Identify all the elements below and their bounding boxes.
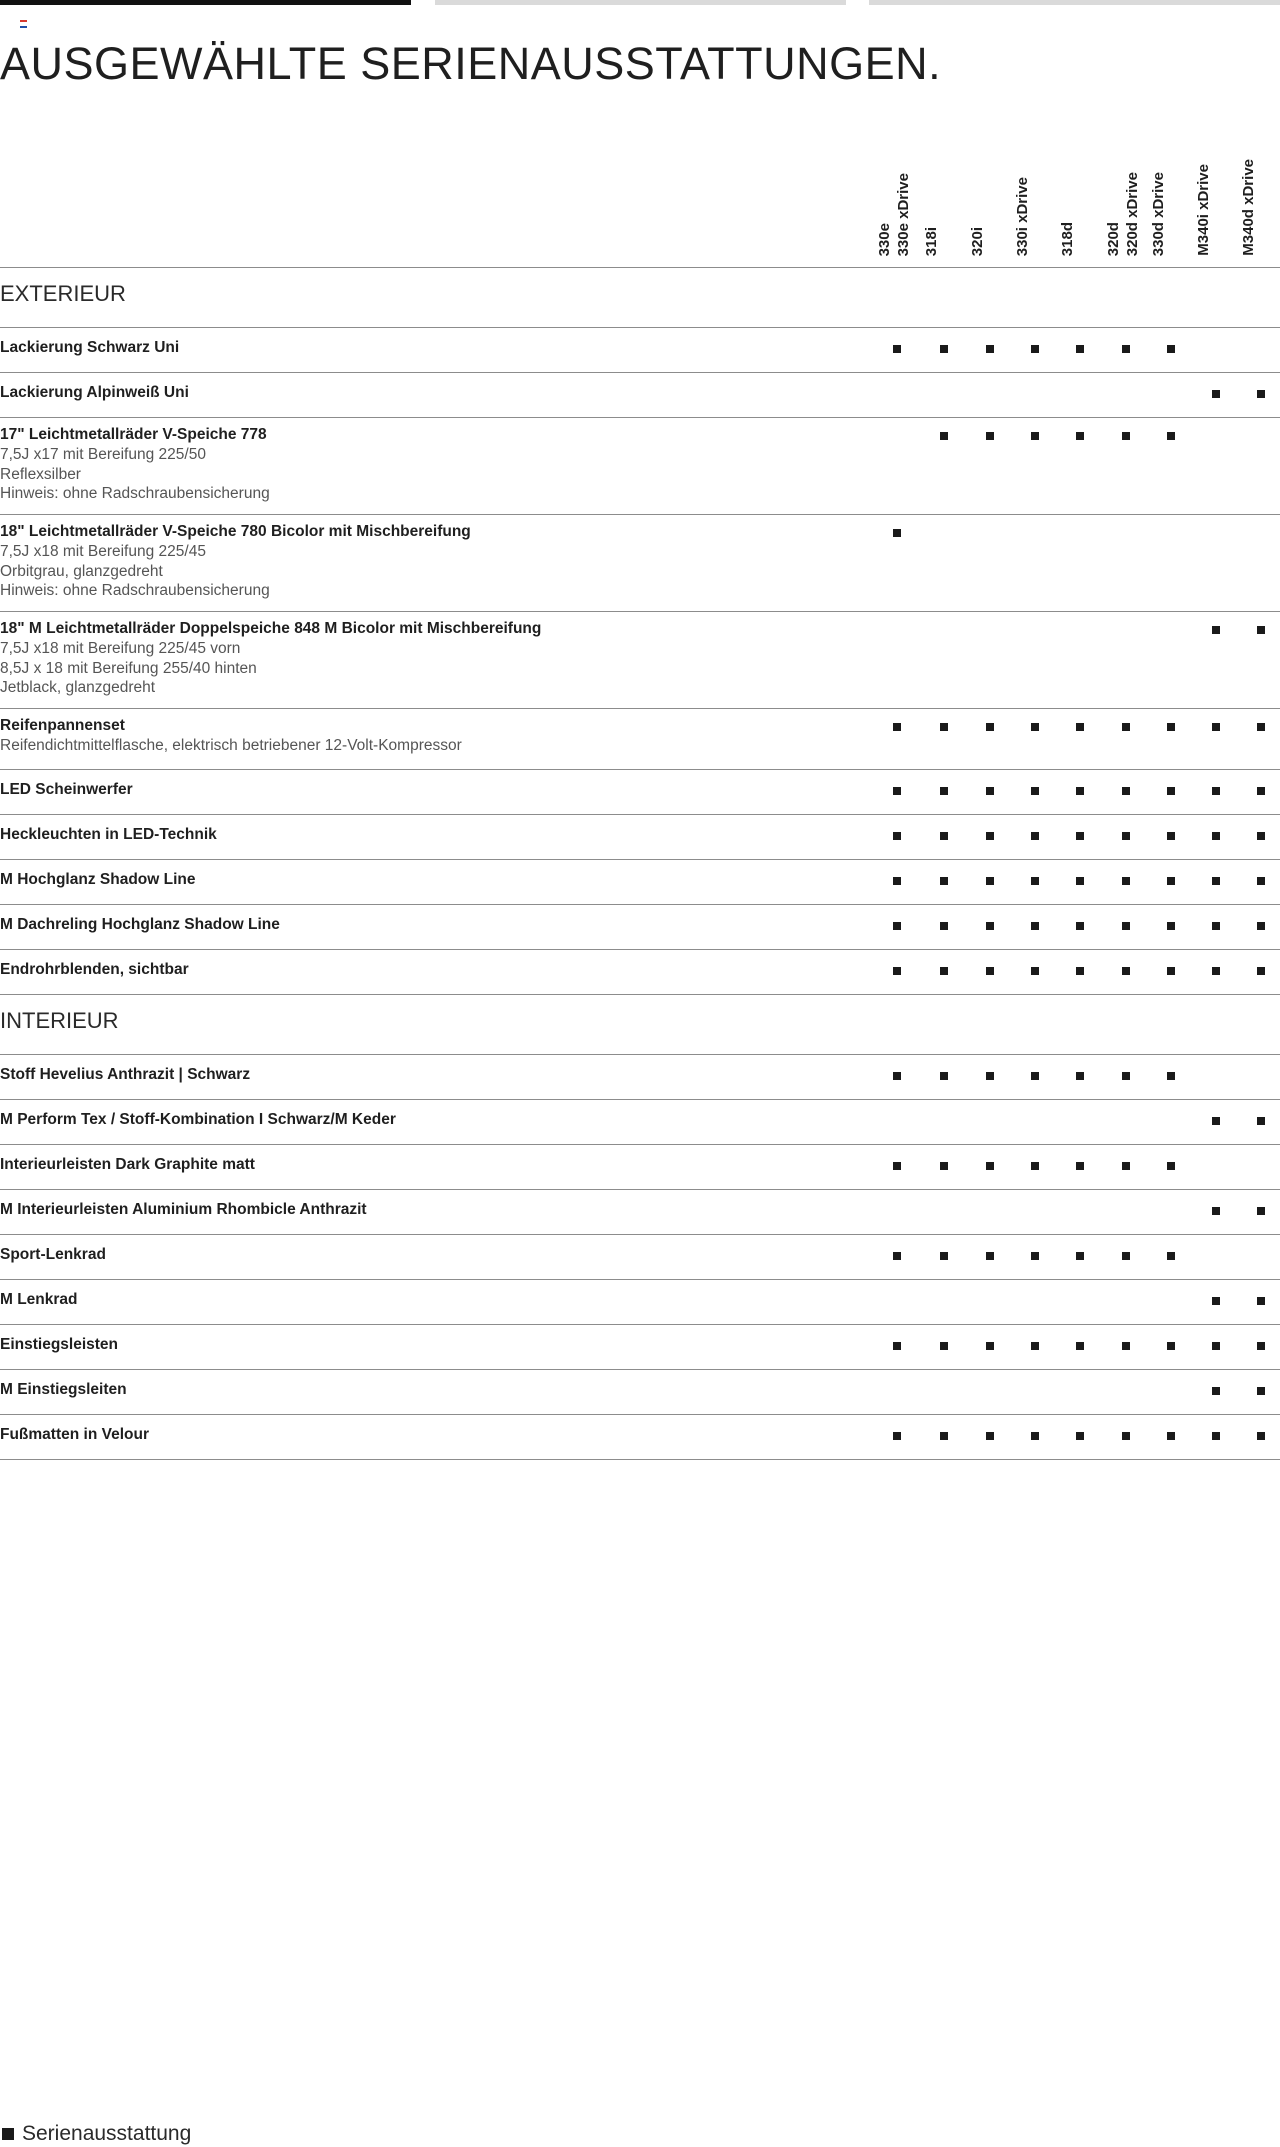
standard-equipment-mark xyxy=(940,432,948,440)
feature-detail: Reflexsilber xyxy=(0,465,81,483)
feature-name: Interieurleisten Dark Graphite matt xyxy=(0,1156,255,1173)
legend-label: Serienausstattung xyxy=(22,2122,192,2145)
standard-equipment-mark xyxy=(1167,345,1175,353)
standard-equipment-mark xyxy=(1212,1387,1220,1395)
column-header xyxy=(1194,140,1238,256)
standard-equipment-mark xyxy=(1212,787,1220,795)
column-header-line: 318d xyxy=(1059,221,1076,256)
standard-equipment-mark xyxy=(1031,1072,1039,1080)
standard-equipment-mark xyxy=(1076,1072,1084,1080)
standard-equipment-mark xyxy=(1167,1072,1175,1080)
standard-equipment-mark xyxy=(1167,1162,1175,1170)
standard-equipment-mark xyxy=(1212,1117,1220,1125)
standard-equipment-mark xyxy=(986,922,994,930)
column-header xyxy=(875,140,919,256)
standard-equipment-mark xyxy=(1167,1432,1175,1440)
feature-name: 18" M Leichtmetallräder Doppelspeiche 848 M Bicolor mit Mischbereifung xyxy=(0,620,542,637)
standard-equipment-mark xyxy=(1212,877,1220,885)
standard-equipment-mark xyxy=(1122,1162,1130,1170)
divider xyxy=(0,1459,1280,1460)
standard-equipment-mark xyxy=(1212,723,1220,731)
standard-equipment-mark xyxy=(1167,877,1175,885)
column-header-label xyxy=(1194,164,1213,256)
standard-equipment-mark xyxy=(1212,1297,1220,1305)
feature-name: M Dachreling Hochglanz Shadow Line xyxy=(0,916,280,933)
standard-equipment-mark xyxy=(986,1162,994,1170)
divider xyxy=(0,611,1280,612)
feature-name: M Einstiegsleiten xyxy=(0,1381,127,1398)
standard-equipment-mark xyxy=(1167,723,1175,731)
standard-equipment-mark xyxy=(1122,832,1130,840)
standard-equipment-mark xyxy=(1076,1432,1084,1440)
divider xyxy=(0,769,1280,770)
column-header-line: 318i xyxy=(923,226,940,256)
standard-equipment-mark xyxy=(986,967,994,975)
standard-equipment-mark xyxy=(1031,967,1039,975)
standard-equipment-mark xyxy=(940,787,948,795)
standard-equipment-mark xyxy=(1031,877,1039,885)
divider xyxy=(0,1234,1280,1235)
page-indicator xyxy=(869,0,1280,5)
standard-equipment-mark xyxy=(893,832,901,840)
standard-equipment-mark xyxy=(1167,922,1175,930)
feature-name: 17" Leichtmetallräder V-Speiche 778 xyxy=(0,426,267,443)
feature-name: Endrohrblenden, sichtbar xyxy=(0,961,189,978)
standard-equipment-mark xyxy=(893,345,901,353)
standard-equipment-mark xyxy=(1212,1432,1220,1440)
standard-equipment-square-icon xyxy=(2,2128,14,2140)
standard-equipment-mark xyxy=(986,1072,994,1080)
standard-equipment-mark xyxy=(1122,1252,1130,1260)
standard-equipment-mark xyxy=(940,1432,948,1440)
standard-equipment-mark xyxy=(1167,432,1175,440)
feature-detail: 7,5J x18 mit Bereifung 225/45 xyxy=(0,543,206,560)
divider xyxy=(0,1414,1280,1415)
standard-equipment-mark xyxy=(1257,723,1265,731)
standard-equipment-mark xyxy=(986,1252,994,1260)
divider xyxy=(0,708,1280,709)
feature-name: Reifenpannenset xyxy=(0,717,125,734)
standard-equipment-mark xyxy=(1257,626,1265,634)
column-header-label xyxy=(875,173,913,256)
standard-equipment-mark xyxy=(1031,1162,1039,1170)
standard-equipment-mark xyxy=(893,529,901,537)
page-indicator xyxy=(435,0,846,5)
standard-equipment-mark xyxy=(1212,832,1220,840)
standard-equipment-mark xyxy=(940,1342,948,1350)
legend xyxy=(2,2122,191,2146)
standard-equipment-mark xyxy=(1257,1207,1265,1215)
standard-equipment-mark xyxy=(1076,1252,1084,1260)
page-title: AUSGEWÄHLTE SERIENAUSSTATTUNGEN. xyxy=(0,38,942,89)
standard-equipment-mark xyxy=(1076,877,1084,885)
standard-equipment-mark xyxy=(893,922,901,930)
feature-name: M Interieurleisten Aluminium Rhombicle Anthrazit xyxy=(0,1201,367,1218)
divider xyxy=(0,372,1280,373)
standard-equipment-mark xyxy=(1257,1387,1265,1395)
standard-equipment-mark xyxy=(1257,1297,1265,1305)
standard-equipment-mark xyxy=(1031,723,1039,731)
standard-equipment-mark xyxy=(1167,787,1175,795)
standard-equipment-mark xyxy=(1122,723,1130,731)
standard-equipment-mark xyxy=(1257,832,1265,840)
standard-equipment-mark xyxy=(986,1342,994,1350)
page-indicator-active xyxy=(0,0,411,5)
standard-equipment-mark xyxy=(1212,1207,1220,1215)
feature-name: 18" Leichtmetallräder V-Speiche 780 Bicolor mit Mischbereifung xyxy=(0,523,471,540)
feature-name: Sport-Lenkrad xyxy=(0,1246,106,1263)
standard-equipment-mark xyxy=(1122,922,1130,930)
feature-name: Stoff Hevelius Anthrazit | Schwarz xyxy=(0,1066,251,1083)
standard-equipment-mark xyxy=(1076,1342,1084,1350)
divider xyxy=(0,814,1280,815)
standard-equipment-mark xyxy=(1167,1252,1175,1260)
standard-equipment-mark xyxy=(1167,832,1175,840)
column-header xyxy=(968,140,1012,256)
column-header-line: M340d xDrive xyxy=(1240,159,1257,256)
standard-equipment-mark xyxy=(1031,787,1039,795)
standard-equipment-mark xyxy=(1257,922,1265,930)
divider xyxy=(0,267,1280,268)
standard-equipment-mark xyxy=(1167,1342,1175,1350)
standard-equipment-mark xyxy=(1257,787,1265,795)
divider xyxy=(0,327,1280,328)
standard-equipment-mark xyxy=(1076,967,1084,975)
standard-equipment-mark xyxy=(1257,1342,1265,1350)
feature-detail: Reifendichtmittelflasche, elektrisch betriebener 12-Volt-Kompressor xyxy=(0,737,462,754)
column-header-label xyxy=(1239,159,1258,256)
standard-equipment-mark xyxy=(893,1252,901,1260)
column-header-line: M340i xDrive xyxy=(1195,164,1212,256)
feature-name: Heckleuchten in LED-Technik xyxy=(0,826,217,843)
feature-name: LED Scheinwerfer xyxy=(0,781,133,798)
standard-equipment-mark xyxy=(1257,1117,1265,1125)
feature-detail: Hinweis: ohne Radschraubensicherung xyxy=(0,582,270,599)
standard-equipment-mark xyxy=(893,1432,901,1440)
standard-equipment-mark xyxy=(1257,877,1265,885)
column-header-line: 330i xDrive xyxy=(1014,176,1031,256)
standard-equipment-mark xyxy=(986,787,994,795)
standard-equipment-mark xyxy=(940,723,948,731)
standard-equipment-mark xyxy=(1031,1342,1039,1350)
standard-equipment-mark xyxy=(1031,1252,1039,1260)
standard-equipment-mark xyxy=(940,1252,948,1260)
divider xyxy=(0,949,1280,950)
standard-equipment-mark xyxy=(1122,967,1130,975)
column-header xyxy=(1149,140,1193,256)
column-header xyxy=(1013,140,1057,256)
standard-equipment-mark xyxy=(1076,922,1084,930)
flag-stripe xyxy=(20,20,27,22)
divider xyxy=(0,417,1280,418)
divider xyxy=(0,1279,1280,1280)
standard-equipment-mark xyxy=(1031,832,1039,840)
column-header-line: 330e xDrive xyxy=(895,172,912,256)
standard-equipment-mark xyxy=(1076,723,1084,731)
standard-equipment-mark xyxy=(1031,432,1039,440)
column-header-label xyxy=(922,227,941,256)
feature-detail: Orbitgrau, glanzgedreht xyxy=(0,562,163,580)
standard-equipment-mark xyxy=(986,832,994,840)
feature-name: Lackierung Schwarz Uni xyxy=(0,339,180,356)
standard-equipment-mark xyxy=(1212,967,1220,975)
standard-equipment-mark xyxy=(940,922,948,930)
feature-detail: Jetblack, glanzgedreht xyxy=(0,679,156,696)
feature-detail: 7,5J x17 mit Bereifung 225/50 xyxy=(0,446,206,463)
feature-name: Lackierung Alpinweiß Uni xyxy=(0,384,189,401)
standard-equipment-mark xyxy=(1257,967,1265,975)
divider xyxy=(0,1144,1280,1145)
standard-equipment-mark xyxy=(1076,432,1084,440)
column-header xyxy=(1239,140,1280,256)
column-header-line: 330d xDrive xyxy=(1150,171,1167,256)
feature-name: Einstiegsleisten xyxy=(0,1336,119,1353)
column-header-label xyxy=(1058,222,1077,256)
flag-stripe xyxy=(20,26,27,28)
standard-equipment-mark xyxy=(1076,832,1084,840)
divider xyxy=(0,1189,1280,1190)
standard-equipment-mark xyxy=(1212,390,1220,398)
column-header-label xyxy=(968,227,987,256)
standard-equipment-mark xyxy=(893,1162,901,1170)
standard-equipment-mark xyxy=(1122,1342,1130,1350)
divider xyxy=(0,1054,1280,1055)
column-header xyxy=(1058,140,1102,256)
standard-equipment-mark xyxy=(1122,1072,1130,1080)
standard-equipment-mark xyxy=(893,723,901,731)
column-header-line: 320i xyxy=(969,226,986,256)
standard-equipment-mark xyxy=(1076,345,1084,353)
standard-equipment-mark xyxy=(893,787,901,795)
standard-equipment-mark xyxy=(940,1072,948,1080)
standard-equipment-mark xyxy=(893,1342,901,1350)
standard-equipment-mark xyxy=(940,345,948,353)
standard-equipment-mark xyxy=(986,345,994,353)
standard-equipment-mark xyxy=(893,1072,901,1080)
feature-name: M Hochglanz Shadow Line xyxy=(0,871,196,888)
standard-equipment-mark xyxy=(893,967,901,975)
divider xyxy=(0,904,1280,905)
standard-equipment-mark xyxy=(1167,967,1175,975)
feature-detail: 7,5J x18 mit Bereifung 225/45 vorn xyxy=(0,640,241,657)
standard-equipment-mark xyxy=(1212,922,1220,930)
standard-equipment-mark xyxy=(1031,922,1039,930)
standard-equipment-mark xyxy=(1257,1432,1265,1440)
divider xyxy=(0,859,1280,860)
divider xyxy=(0,994,1280,995)
standard-equipment-mark xyxy=(1031,345,1039,353)
standard-equipment-mark xyxy=(1076,787,1084,795)
standard-equipment-mark xyxy=(986,723,994,731)
section-title: EXTERIEUR xyxy=(0,281,126,306)
feature-name: Fußmatten in Velour xyxy=(0,1426,149,1443)
column-header-label xyxy=(1104,172,1142,256)
standard-equipment-mark xyxy=(1212,1342,1220,1350)
column-header-line: 320d xyxy=(1105,221,1122,256)
standard-equipment-mark xyxy=(1122,1432,1130,1440)
standard-equipment-mark xyxy=(940,967,948,975)
column-header-label xyxy=(1149,172,1168,256)
flag-icon xyxy=(20,20,27,27)
divider xyxy=(0,1369,1280,1370)
standard-equipment-mark xyxy=(986,877,994,885)
standard-equipment-mark xyxy=(1212,626,1220,634)
column-header-line: 330e xyxy=(876,222,893,256)
standard-equipment-mark xyxy=(940,832,948,840)
feature-name: M Perform Tex / Stoff-Kombination I Schwarz/M Keder xyxy=(0,1111,396,1128)
standard-equipment-mark xyxy=(986,1432,994,1440)
standard-equipment-mark xyxy=(1122,345,1130,353)
standard-equipment-mark xyxy=(940,877,948,885)
column-header-line: 320d xDrive xyxy=(1124,171,1141,256)
standard-equipment-mark xyxy=(1122,787,1130,795)
feature-name: M Lenkrad xyxy=(0,1291,78,1308)
standard-equipment-mark xyxy=(1122,432,1130,440)
divider xyxy=(0,514,1280,515)
standard-equipment-mark xyxy=(940,1162,948,1170)
standard-equipment-mark xyxy=(986,432,994,440)
flag-stripe xyxy=(20,23,27,25)
column-header-label xyxy=(1013,177,1032,256)
section-title: INTERIEUR xyxy=(0,1008,119,1033)
column-header xyxy=(922,140,966,256)
column-header xyxy=(1104,140,1148,256)
feature-detail: Hinweis: ohne Radschraubensicherung xyxy=(0,485,270,502)
standard-equipment-mark xyxy=(1122,877,1130,885)
standard-equipment-mark xyxy=(1257,390,1265,398)
standard-equipment-mark xyxy=(893,877,901,885)
divider xyxy=(0,1099,1280,1100)
standard-equipment-mark xyxy=(1031,1432,1039,1440)
standard-equipment-mark xyxy=(1076,1162,1084,1170)
feature-detail: 8,5J x 18 mit Bereifung 255/40 hinten xyxy=(0,659,257,677)
divider xyxy=(0,1324,1280,1325)
